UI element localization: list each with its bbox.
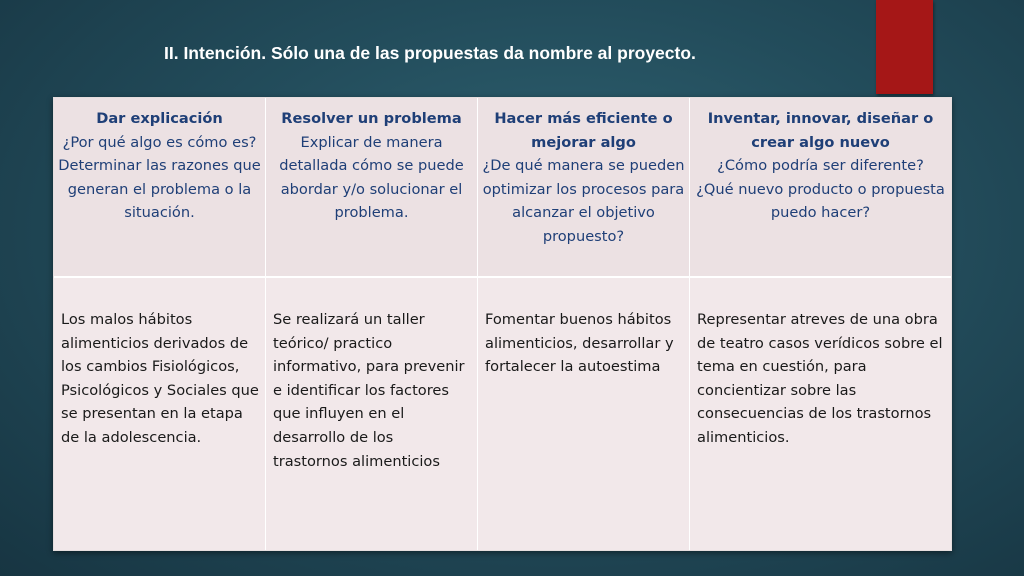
- header-line: ¿Qué nuevo producto o propuesta puedo hacer?: [696, 180, 945, 222]
- header-title: Inventar, innovar, diseñar o crear algo nuevo: [707, 110, 934, 151]
- table-cell-improve: Fomentar buenos hábitos alimenticios, desarrollar y fortalecer la autoestima: [478, 278, 690, 550]
- header-line: Determinar las razones que generan el problema o la situación.: [58, 157, 261, 222]
- slide-title: II. Intención. Sólo una de las propuestas da nombre al proyecto.: [164, 43, 696, 63]
- header-line: Explicar de manera detallada cómo se puede abordar y/o solucionar el problema.: [279, 133, 464, 222]
- table-cell-explain: Los malos hábitos alimenticios derivados de los cambios Fisiológicos, Psicológicos y Sociales que se presentan en la etapa de la adolescencia.: [54, 278, 266, 550]
- red-accent-tab: [876, 0, 933, 94]
- header-line: ¿Cómo podría ser diferente?: [717, 157, 924, 175]
- header-title: Dar explicación: [96, 110, 223, 127]
- header-line: ¿De qué manera se pueden optimizar los procesos para alcanzar el objetivo propuesto?: [482, 157, 685, 245]
- header-cell-solve: [266, 98, 478, 278]
- intention-table: [53, 97, 952, 551]
- header-line: ¿Por qué algo es cómo es?: [62, 133, 257, 151]
- header-cell-invent: [690, 98, 951, 278]
- header-title: Resolver un problema: [281, 110, 462, 127]
- header-title: Hacer más eficiente o mejorar algo: [494, 110, 673, 151]
- header-cell-explain: [54, 98, 266, 278]
- table-cell-invent: Representar atreves de una obra de teatro casos verídicos sobre el tema en cuestión, para concientizar sobre las consecuencias de los trastornos alimenticios.: [690, 278, 951, 550]
- header-cell-improve: [478, 98, 690, 278]
- table-cell-solve: Se realizará un taller teórico/ practico informativo, para prevenir e identificar los factores que influyen en el desarrollo de los trastornos alimenticios: [266, 278, 478, 550]
